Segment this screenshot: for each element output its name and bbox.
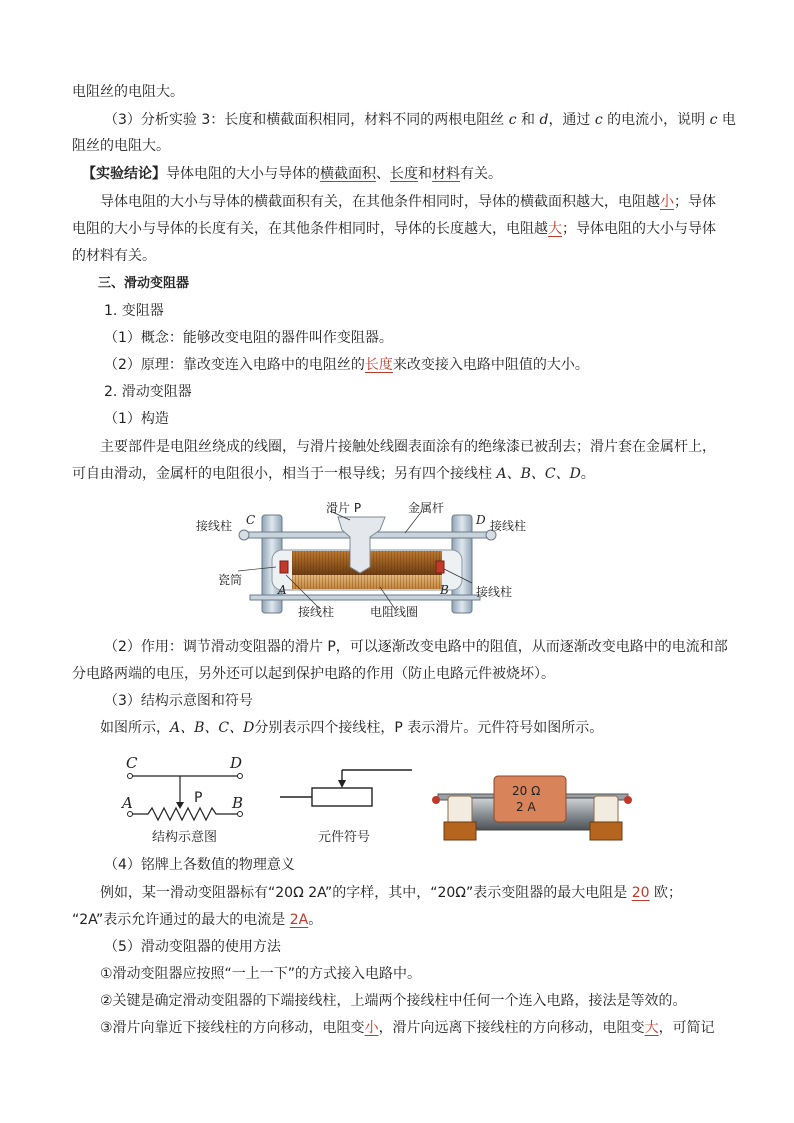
text-span: 分别表示四个接线柱，P 表示滑片。元件符号如图所示。 <box>254 720 604 736</box>
text-span: ，可简记 <box>658 1020 715 1036</box>
text-span: 如图所示， <box>100 720 170 736</box>
rheostat-figure <box>190 495 527 625</box>
text-span: 电阻的大小与导体的长度有关，在其他条件相同时，导体的长度越大，电阻越 <box>72 221 548 237</box>
text-span: 。 <box>308 912 323 928</box>
symbol-d: d <box>539 112 549 128</box>
text-span: 欧； <box>649 885 682 901</box>
text-line <box>100 718 603 738</box>
text-span: ；导体电阻的大小与导体 <box>562 221 716 237</box>
text-line: 电阻丝的电阻大。 <box>72 84 184 100</box>
rheostat-photo <box>428 762 638 852</box>
text-line: （1）构造 <box>104 411 169 427</box>
answer-blank: 小 <box>660 194 674 210</box>
label-post-br: 接线柱 <box>476 585 513 599</box>
text-span: ，通过 <box>548 112 595 128</box>
caption-symbol: 元件符号 <box>318 830 371 845</box>
text-line: （2）作用：调节滑动变阻器的滑片 P，可以逐渐改变电路中的阻值，从而逐渐改变电路中的电流和部 <box>104 639 728 655</box>
text-span: “2A”表示允许通过的最大的电流是 <box>72 912 290 928</box>
terminal-b <box>436 561 444 573</box>
label-post-bottom: 接线柱 <box>298 605 335 619</box>
text-span: 、 <box>376 166 390 182</box>
text-line <box>72 219 716 239</box>
nameplate-amp: 2 A <box>516 800 536 814</box>
symbol-c: c <box>709 112 718 128</box>
label-a: A <box>278 583 287 597</box>
usage-item: ①滑动变阻器应按照“一上一下”的方式接入电路中。 <box>100 966 422 982</box>
schem-a: A <box>122 794 133 812</box>
text-span: 和 <box>516 112 540 128</box>
caption-structure: 结构示意图 <box>152 830 218 845</box>
subsection-heading: 2. 滑动变阻器 <box>104 384 192 400</box>
text-line <box>104 355 589 375</box>
answer-blank: 大 <box>644 1020 659 1036</box>
answer-blank: 大 <box>548 221 562 237</box>
text-span: 电 <box>717 112 736 128</box>
text-line: 分电路两端的电压，另外还可以起到保护电路的作用（防止电路元件被烧坏）。 <box>72 666 555 682</box>
answer-blank: 小 <box>364 1020 379 1036</box>
label-b: B <box>440 583 449 597</box>
symbol-c: c <box>594 112 603 128</box>
label-rod: 金属杆 <box>408 501 445 515</box>
answer-blank: 2A <box>289 912 309 928</box>
subsection-heading: 1. 变阻器 <box>104 303 164 319</box>
nameplate <box>494 776 566 822</box>
text-line: 的材料有关。 <box>72 248 156 264</box>
label-slider: 滑片 P <box>326 501 362 515</box>
text-span: ③滑片向靠近下接线柱的方向移动，电阻变 <box>100 1020 365 1036</box>
answer-blank: 长度 <box>364 357 393 373</box>
label-coil: 电阻线圈 <box>370 605 419 619</box>
text-span: 有关。 <box>460 166 502 182</box>
text-line <box>72 910 322 930</box>
text-span: 。 <box>580 466 595 482</box>
answer-blank: 20 <box>631 885 650 901</box>
nameplate-ohm: 20 Ω <box>512 784 541 798</box>
text-span: ，滑片向远离下接线柱的方向移动，电阻变 <box>378 1020 645 1036</box>
text-line <box>100 883 682 903</box>
symbol-svg <box>280 762 420 822</box>
conclusion-line <box>82 164 502 184</box>
text-span: 和 <box>418 166 432 182</box>
schem-b: B <box>232 794 244 812</box>
answer-blank: 横截面积 <box>320 166 376 182</box>
text-span: 例如，某一滑动变阻器标有“20Ω 2A”的字样，其中，“20Ω”表示变阻器的最大电阻是 <box>100 885 632 901</box>
label-post-right: 接线柱 <box>490 519 527 533</box>
text-line: 阻丝的电阻大。 <box>72 138 170 154</box>
text-span: 的电流小，说明 <box>602 112 710 128</box>
text-span: 可自由滑动，金属杆的电阻很小，相当于一根导线；另有四个接线柱 <box>72 466 497 482</box>
text-span: 来改变接入电路中阻值的大小。 <box>392 357 589 373</box>
text-span: 导体电阻的大小与导体的横截面积有关，在其他条件相同时，导体的横截面积越大，电阻越 <box>100 194 660 210</box>
conclusion-label: 【实验结论】 <box>82 166 166 182</box>
schem-c: C <box>126 754 138 772</box>
terminal-letters: A、B、C、D <box>170 720 255 736</box>
text-span: 导体电阻的大小与导体的 <box>166 166 320 182</box>
schem-p: P <box>194 790 203 806</box>
text-span: ；导体 <box>674 194 716 210</box>
text-span: （2）原理：靠改变连入电路中的电阻丝的 <box>104 357 365 373</box>
text-line: （3）结构示意图和符号 <box>104 693 253 709</box>
text-line: 主要部件是电阻丝绕成的线圈，与滑片接触处线圈表面涂有的绝缘漆已被刮去；滑片套在金属杆上， <box>100 439 716 455</box>
schem-d: D <box>230 754 243 772</box>
text-span: （3）分析实验 3：长度和横截面积相同，材料不同的两根电阻丝 <box>104 112 509 128</box>
text-line: （1）概念：能够改变电阻的器件叫作变阻器。 <box>104 330 393 346</box>
label-d: D <box>476 513 486 527</box>
terminal-a <box>280 561 288 573</box>
text-line: （4）铭牌上各数值的物理意义 <box>104 857 295 873</box>
label-post-left: 接线柱 <box>196 519 233 533</box>
section-heading: 三、滑动变阻器 <box>98 276 190 291</box>
text-line <box>100 192 716 212</box>
text-line: （5）滑动变阻器的使用方法 <box>104 939 281 955</box>
symbol-c: c <box>508 112 517 128</box>
element-symbol <box>280 762 420 822</box>
text-line <box>104 110 736 130</box>
answer-blank: 长度 <box>390 166 418 182</box>
answer-blank: 材料 <box>432 166 460 182</box>
label-tube: 瓷筒 <box>218 573 243 587</box>
terminal-letters: A、B、C、D <box>496 466 581 482</box>
terminal-c <box>239 530 249 540</box>
label-c: C <box>246 513 256 527</box>
usage-item <box>100 1018 715 1038</box>
usage-item: ②关键是确定滑动变阻器的下端接线柱，上端两个接线柱中任何一个连入电路，接法是等效的。 <box>100 993 687 1009</box>
text-line <box>72 464 595 484</box>
